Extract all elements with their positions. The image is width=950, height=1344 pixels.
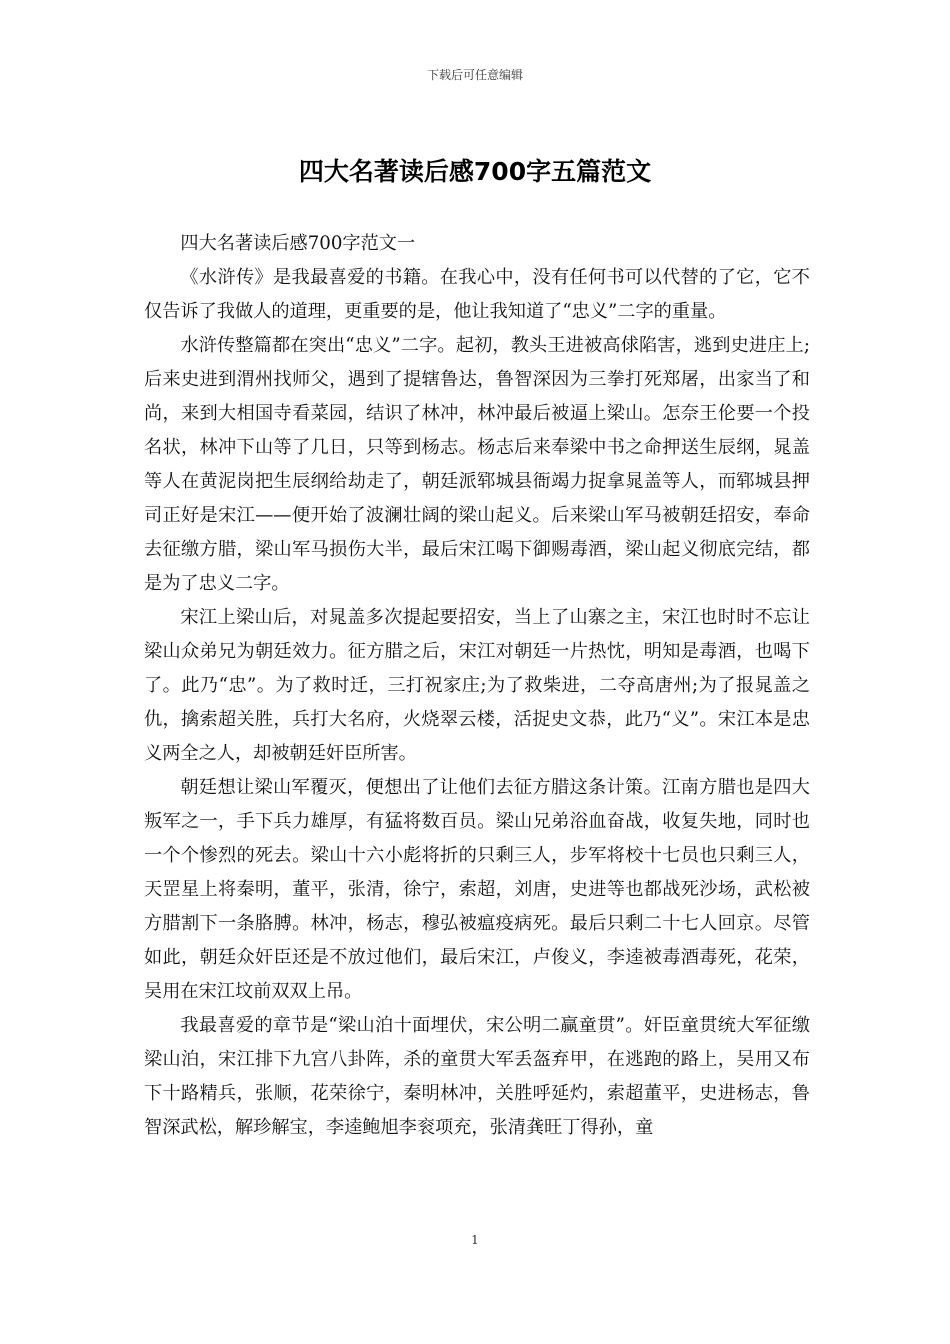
paragraph: 我最喜爱的章节是“梁山泊十面埋伏，宋公明二赢童贯”。奸臣童贯统大军征缴梁山泊，宋江排下九宫八卦阵，杀的童贯大军丢盔弃甲，在逃跑的路上，吴用又布下十路精兵，张顺，花荣徐宁，秦明林冲，关胜呼延灼，索超董平，史进杨志，鲁智深武松，解珍解宝，李逵鲍旭李衮项充，张清龚旺丁得孙，童 — [144, 1015, 810, 1138]
page-number: 1 — [471, 1233, 479, 1247]
section-heading: 四大名著读后感700字范文一 — [180, 233, 416, 254]
document-body — [144, 227, 810, 1145]
paragraph: 《水浒传》是我最喜爱的书籍。在我心中，没有任何书可以代替的了它，它不仅告诉了我做人的道理，更重要的是，他让我知道了“忠义”二字的重量。 — [144, 267, 810, 322]
header-note: 下载后可任意编辑 — [426, 68, 523, 82]
paragraph: 朝廷想让梁山军覆灭，便想出了让他们去征方腊这条计策。江南方腊也是四大叛军之一，手下兵力雄厚，有猛将数百员。梁山兄弟浴血奋战，收复失地，同时也一个个惨烈的死去。梁山十六小彪将折的只剩三人，步军将校十七员也只剩三人，天罡星上将秦明，董平，张清，徐宁，索超，刘唐，史进等也都战死沙场，武松被方腊割下一条胳膊。林冲，杨志，穆弘被瘟疫病死。最后只剩二十七人回京。尽管如此，朝廷众奸臣还是不放过他们，最后宋江，卢俊义，李逵被毒酒毒死，花荣，吴用在宋江坟前双双上吊。 — [144, 777, 810, 1002]
paragraph: 宋江上梁山后，对晁盖多次提起要招安，当上了山寨之主，宋江也时时不忘让梁山众弟兄为朝廷效力。征方腊之后，宋江对朝廷一片热忱，明知是毒酒，也喝下了。此乃“忠”。为了救时迁，三打祝家庄;为了救柴进，二夺高唐州;为了报晁盖之仇，擒索超关胜，兵打大名府，火烧翠云楼，活捉史文恭，此乃“义”。宋江本是忠义两全之人，却被朝廷奸臣所害。 — [144, 607, 810, 764]
paragraph: 水浒传整篇都在突出“忠义”二字。起初，教头王进被高俅陷害，逃到史进庄上;后来史进到渭州找师父，遇到了提辖鲁达，鲁智深因为三拳打死郑屠，出家当了和尚，来到大相国寺看菜园，结识了林冲，林冲最后被逼上梁山。怎奈王伦要一个投名状，林冲下山等了几日，只等到杨志。杨志后来奉梁中书之命押送生辰纲，晁盖等人在黄泥岗把生辰纲给劫走了，朝廷派郓城县衙竭力捉拿晁盖等人，而郓城县押司正好是宋江——便开始了波澜壮阔的梁山起义。后来梁山军马被朝廷招安，奉命去征缴方腊，梁山军马损伤大半，最后宋江喝下御赐毒酒，梁山起义彻底完结，都是为了忠义二字。 — [144, 335, 810, 594]
document-title: 四大名著读后感700字五篇范文 — [298, 157, 652, 186]
